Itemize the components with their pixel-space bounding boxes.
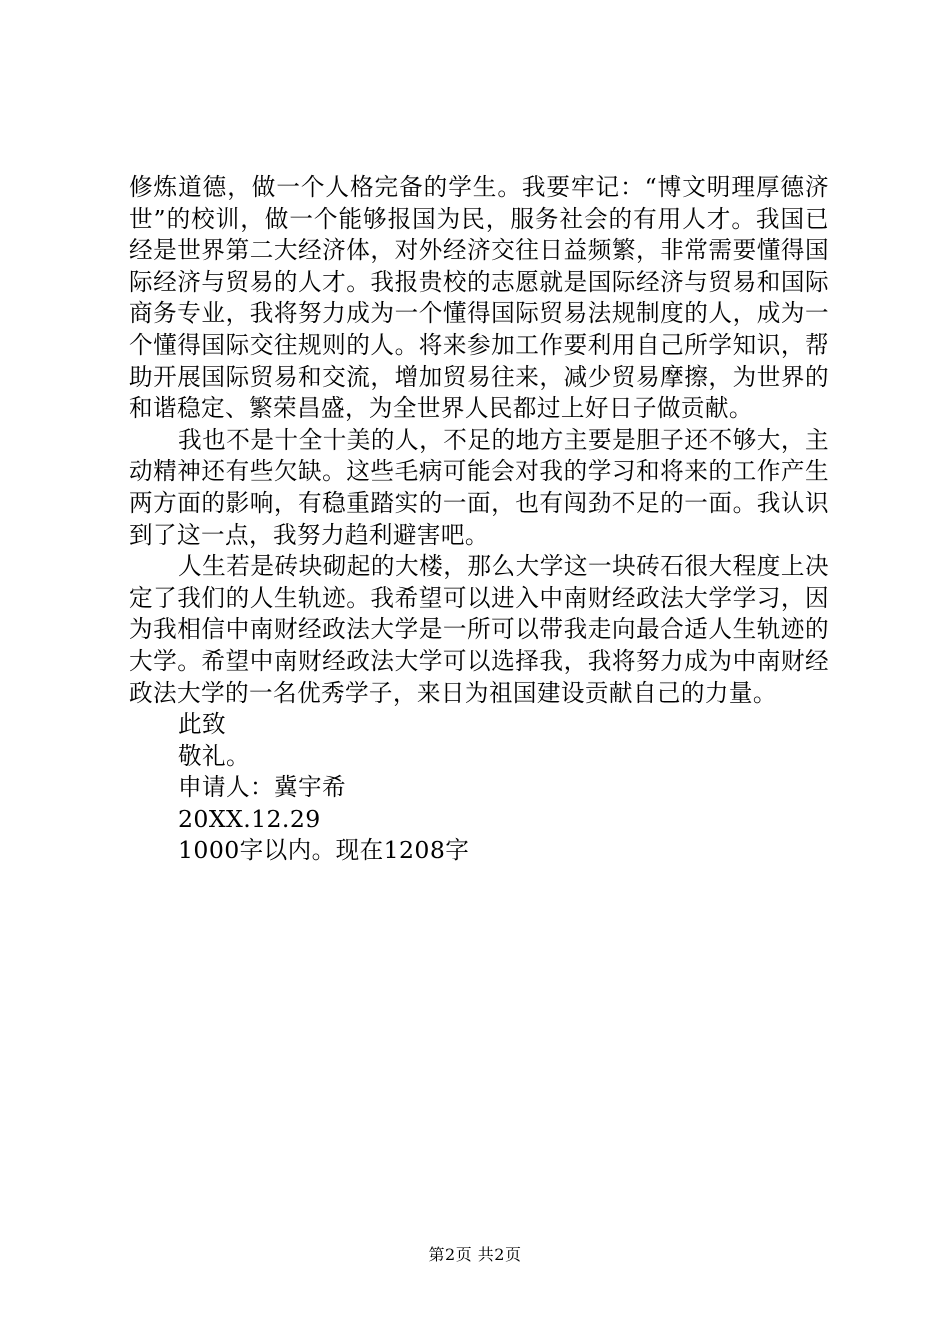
- applicant-signature: 申请人：冀宇希: [178, 773, 346, 802]
- closing-regards: 敬礼。: [178, 741, 250, 770]
- paragraph-university-wish: 人生若是砖块砌起的大楼，那么大学这一块砖石很大程度上决定了我们的人生轨迹。我希望可以进入中南财经政法大学学习，因为我相信中南财经政法大学是一所可以带我走向最合适人生轨迹的大学。希望中南财经政法大学可以选择我，我将努力成为中南财经政法大学的一名优秀学子，来日为祖国建设贡献自己的力量。: [129, 552, 829, 707]
- closing-salutation: 此致: [178, 710, 226, 739]
- document-body: [129, 172, 829, 867]
- paragraph-virtue: 修炼道德，做一个人格完备的学生。我要牢记：“博文明理厚德济世”的校训，做一个能够报国为民，服务社会的有用人才。我国已经是世界第二大经济体，对外经济交往日益频繁，非常需要懂得国际经济与贸易的人才。我报贵校的志愿就是国际经济与贸易和国际商务专业，我将努力成为一个懂得国际贸易法规制度的人，成为一个懂得国际交往规则的人。将来参加工作要利用自己所学知识，帮助开展国际贸易和交流，增加贸易往来，减少贸易摩擦，为世界的和谐稳定、繁荣昌盛，为全世界人民都过上好日子做贡献。: [129, 173, 829, 423]
- letter-date: 20XX.12.29: [178, 804, 321, 833]
- page-number-footer: 第2页 共2页: [428, 1245, 522, 1264]
- paragraph-self-assessment: 我也不是十全十美的人，不足的地方主要是胆子还不够大，主动精神还有些欠缺。这些毛病可能会对我的学习和将来的工作产生两方面的影响，有稳重踏实的一面，也有闯劲不足的一面。我认识到了这一点，我努力趋利避害吧。: [129, 425, 829, 549]
- word-count-note: 1000字以内。现在1208字: [178, 836, 470, 865]
